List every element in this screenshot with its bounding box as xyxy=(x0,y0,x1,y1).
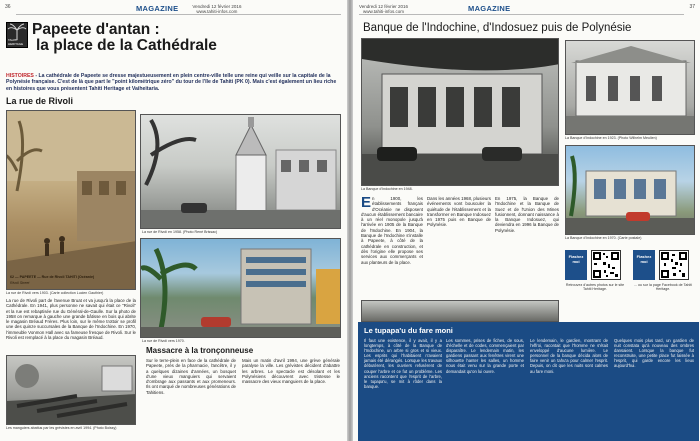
logo-text: TAHITI HERITAGE xyxy=(8,38,24,46)
title-line-2: la place de la Cathédrale xyxy=(36,37,217,54)
church-street-illustration xyxy=(141,115,341,229)
section-title-rivoli: La rue de Rivoli xyxy=(6,96,74,106)
section-label: MAGAZINE xyxy=(136,4,179,13)
manguiers-1994-photo xyxy=(6,355,136,425)
section-label: MAGAZINE xyxy=(468,4,511,13)
photo-caption: La rue de Rivoli en 1958. (Photo René Brissac) xyxy=(142,230,218,234)
bank-1970-photo xyxy=(565,145,695,235)
qr-caption-left: Retrouvez d'autres photos sur le site Tahiti Heritage. xyxy=(565,283,625,292)
article-intro xyxy=(6,73,342,92)
bank-body-col3: En 1975, la Banque de l'Indochine et la Banque de Suez et de l'Union des Mines fusionnent, donnant naissance à la Banque Indosuez, qui deviendra en 1996 la Banque de Polynésie. xyxy=(495,196,559,233)
tupapau-story-box xyxy=(358,322,699,441)
issue-date: Vendredi 12 février 2016 xyxy=(192,3,242,9)
rivoli-postcard-illustration xyxy=(7,111,136,290)
section-title-massacre: Massacre à la tronçonneuse xyxy=(146,346,254,355)
tahiti-heritage-logo xyxy=(6,22,28,48)
massacre-body-text-2: Mais un matin d'avril 1994, une grève générale paralyse la ville. Les grévistes décident d'abattre les arbres. Le spectacle est désolant et les Polynésiens découvrent avec tristesse le massacre des vieux manguiers de la place. xyxy=(242,358,340,385)
story-col-3: Le lendemain, le gardien, montrant de l'effroi, racontait que l'homme ne s'était enveloppé d'aucune lumière. Le personnel de la banque décida alors de faire venir un tahu'a pour calmer l'esprit. Depuis, on dit que les nuits sont calmes au fare moni. xyxy=(530,338,608,374)
rivoli-body-text: La rue de Rivoli part de l'avenue Bruat et va jusqu'à la place de la Cathédrale. En 1941, plus personne ne savait qui était ce "Rivoli" et la rue est rebaptisée rue du Général-de-Gaulle. Sur la photo de 1958 on remarque à gauche une grande bâtisse en bois qui abrite le magasin Bréaud Frères. Plus loin, sur le même trottoir se profil une des quinze succursales de la Banque de l'Indochine. En 1970, l'immeuble Vonmon Hall avec sa fameuse fresque de Rivoli. Sur le Rivoli est remplacé à la place du magasin Bréaud. xyxy=(6,298,136,341)
qr-caption-right: ... ou sur la page Facebook de Tahiti Heritage. xyxy=(634,283,692,292)
drop-cap: E xyxy=(361,194,372,211)
right-page xyxy=(353,0,700,441)
bank-body-2: En 1904, la Banque de l'Indochine s'installe à Papeete, à côté de la cathédrale en construction, et dès l'origine elle propose ses services aux commerçants et aux planteurs de la place. xyxy=(361,227,423,265)
article-title xyxy=(32,22,217,54)
story-col-4: Quelques mois plus tard, un gardien de nuit constata qu'à nouveau des ombres dansaient. Lorsque la banque fut reconstruite, une petite place fut laissée à l'esprit, qui garde encore les lieux aujourd'hui. xyxy=(614,338,694,369)
bank-today-photo xyxy=(361,300,559,322)
bank-1970-illustration xyxy=(566,146,695,235)
qr-code-facebook[interactable] xyxy=(659,250,689,280)
flashez-badge-left: Flashez moi xyxy=(565,250,587,280)
bank-1923-illustration xyxy=(566,41,695,135)
left-page xyxy=(0,0,347,441)
bank-body-col2: Dans les années 1968, plusieurs événements vont bousculer la quiétude de l'établissement et la transformer en Banque Indosuez en 1975 puis en Banque de Polynésie. xyxy=(427,196,491,228)
postcard-subcaption: Rivoli Street xyxy=(10,281,30,285)
bank-building-illustration xyxy=(362,39,559,186)
rivoli-1970-photo xyxy=(140,238,341,338)
site-url: www.tahiti-infos.com xyxy=(363,8,405,14)
bank-body-col1 xyxy=(361,196,423,265)
title-line-1: Papeete d'antan : xyxy=(32,21,160,38)
photo-caption: La Banque d'Indochine en 1948. xyxy=(361,187,413,191)
rivoli-1958-photo xyxy=(140,114,341,229)
page-header-right xyxy=(359,3,684,15)
bank-1948-photo xyxy=(361,38,559,186)
article-title-bank: Banque de l'Indochine, d'Indosuez puis de Polynésie xyxy=(363,22,632,34)
issue-date: Vendredi 12 février 2016 xyxy=(359,3,409,9)
page-number-right: 37 xyxy=(689,4,695,10)
felled-trees-illustration xyxy=(7,356,136,425)
page-header-left xyxy=(16,3,341,15)
photo-caption: La Banque d'Indochine en 1923. (Photo Wilhelm Meulien) xyxy=(565,136,657,140)
photo-caption: La Banque d'Indochine en 1970. (Carte postale) xyxy=(565,236,642,240)
intro-kicker: HISTOIRES xyxy=(6,73,34,79)
intro-text: - La cathédrale de Papeete se dresse majestueusement en plein centre-ville telle une reine qui veille sur la capitale de la Polynésie française. C'est de là que part le "point kilométrique zéro" du tour de l'île de Tahiti (PK 0). Mais c'est également un lieu riche en histoires que vous présentent Tahiti Heritage et Vaiheitaria. xyxy=(6,73,337,92)
rivoli-1970-illustration xyxy=(141,239,341,338)
page-number-left: 36 xyxy=(5,4,11,10)
postcard-caption: 62 — PAPEETE — Rue de Rivoli TAHITI (Océanie) xyxy=(10,275,95,279)
story-col-2: Les sommes, prises de fiches, de sous, d'échelle et de codes, commençaient par disparaître. Le lendemain matin, les gardiens passant aux fenêtres virent une silhouette hanter les salles, un homme nous était venu sur la grande porte et demandait qu'on lui ouvre. xyxy=(446,338,524,374)
qr-code-icon xyxy=(660,251,688,279)
rivoli-1903-photo xyxy=(6,110,136,290)
qr-code-heritage[interactable] xyxy=(591,250,621,280)
photo-caption: La rue de Rivoli vers 1903. (Carte collection Lucien Gauthier) xyxy=(6,291,104,295)
site-url: www.tahiti-infos.com xyxy=(196,8,238,14)
qr-code-icon xyxy=(592,251,620,279)
photo-caption: La rue de Rivoli vers 1970. xyxy=(142,339,185,343)
massacre-body-text-1: Sur le terre-plein en face de la cathédrale de Papeete, près de la pharmacie, l'ancêtre, il y a quelques dizaines d'années, un bosquet d'une vieux manguiers qui servaient d'ombrage aux passants et aux promeneurs. Ils ont marqué de nombreuses générations de Tahitiens. xyxy=(146,358,236,395)
bank-body-1: n 1900, les établissements français d'Océanie ne disposent d'aucun établissement bancaire à un réel monopole jusqu'à l'arrivée en 1905 de la Banque de l'Indochine. xyxy=(361,196,423,233)
story-col-1: Il faut une existence, il y avait, il y a longtemps, à côté de la Banque de l'Indochine, un arbre si gros et si vieux. Les esprits qui l'habitaient n'avaient jamais été dérangés. Lorsque les travaux débutèrent, les ouvriers refusèrent de couper l'arbre et ce fut un problème. Les anciens racontent que l'esprit de l'arbre, le tupapa'u, se mit à rôder dans la banque. xyxy=(364,338,442,389)
flashez-badge-right: Flashez moi xyxy=(633,250,655,280)
photo-caption: Les manguiers abattus par les grévistes en avril 1994. (Photo Boissy) xyxy=(6,426,117,430)
story-title: Le tupapa'u du fare moni xyxy=(364,326,453,335)
bank-1923-photo xyxy=(565,40,695,135)
